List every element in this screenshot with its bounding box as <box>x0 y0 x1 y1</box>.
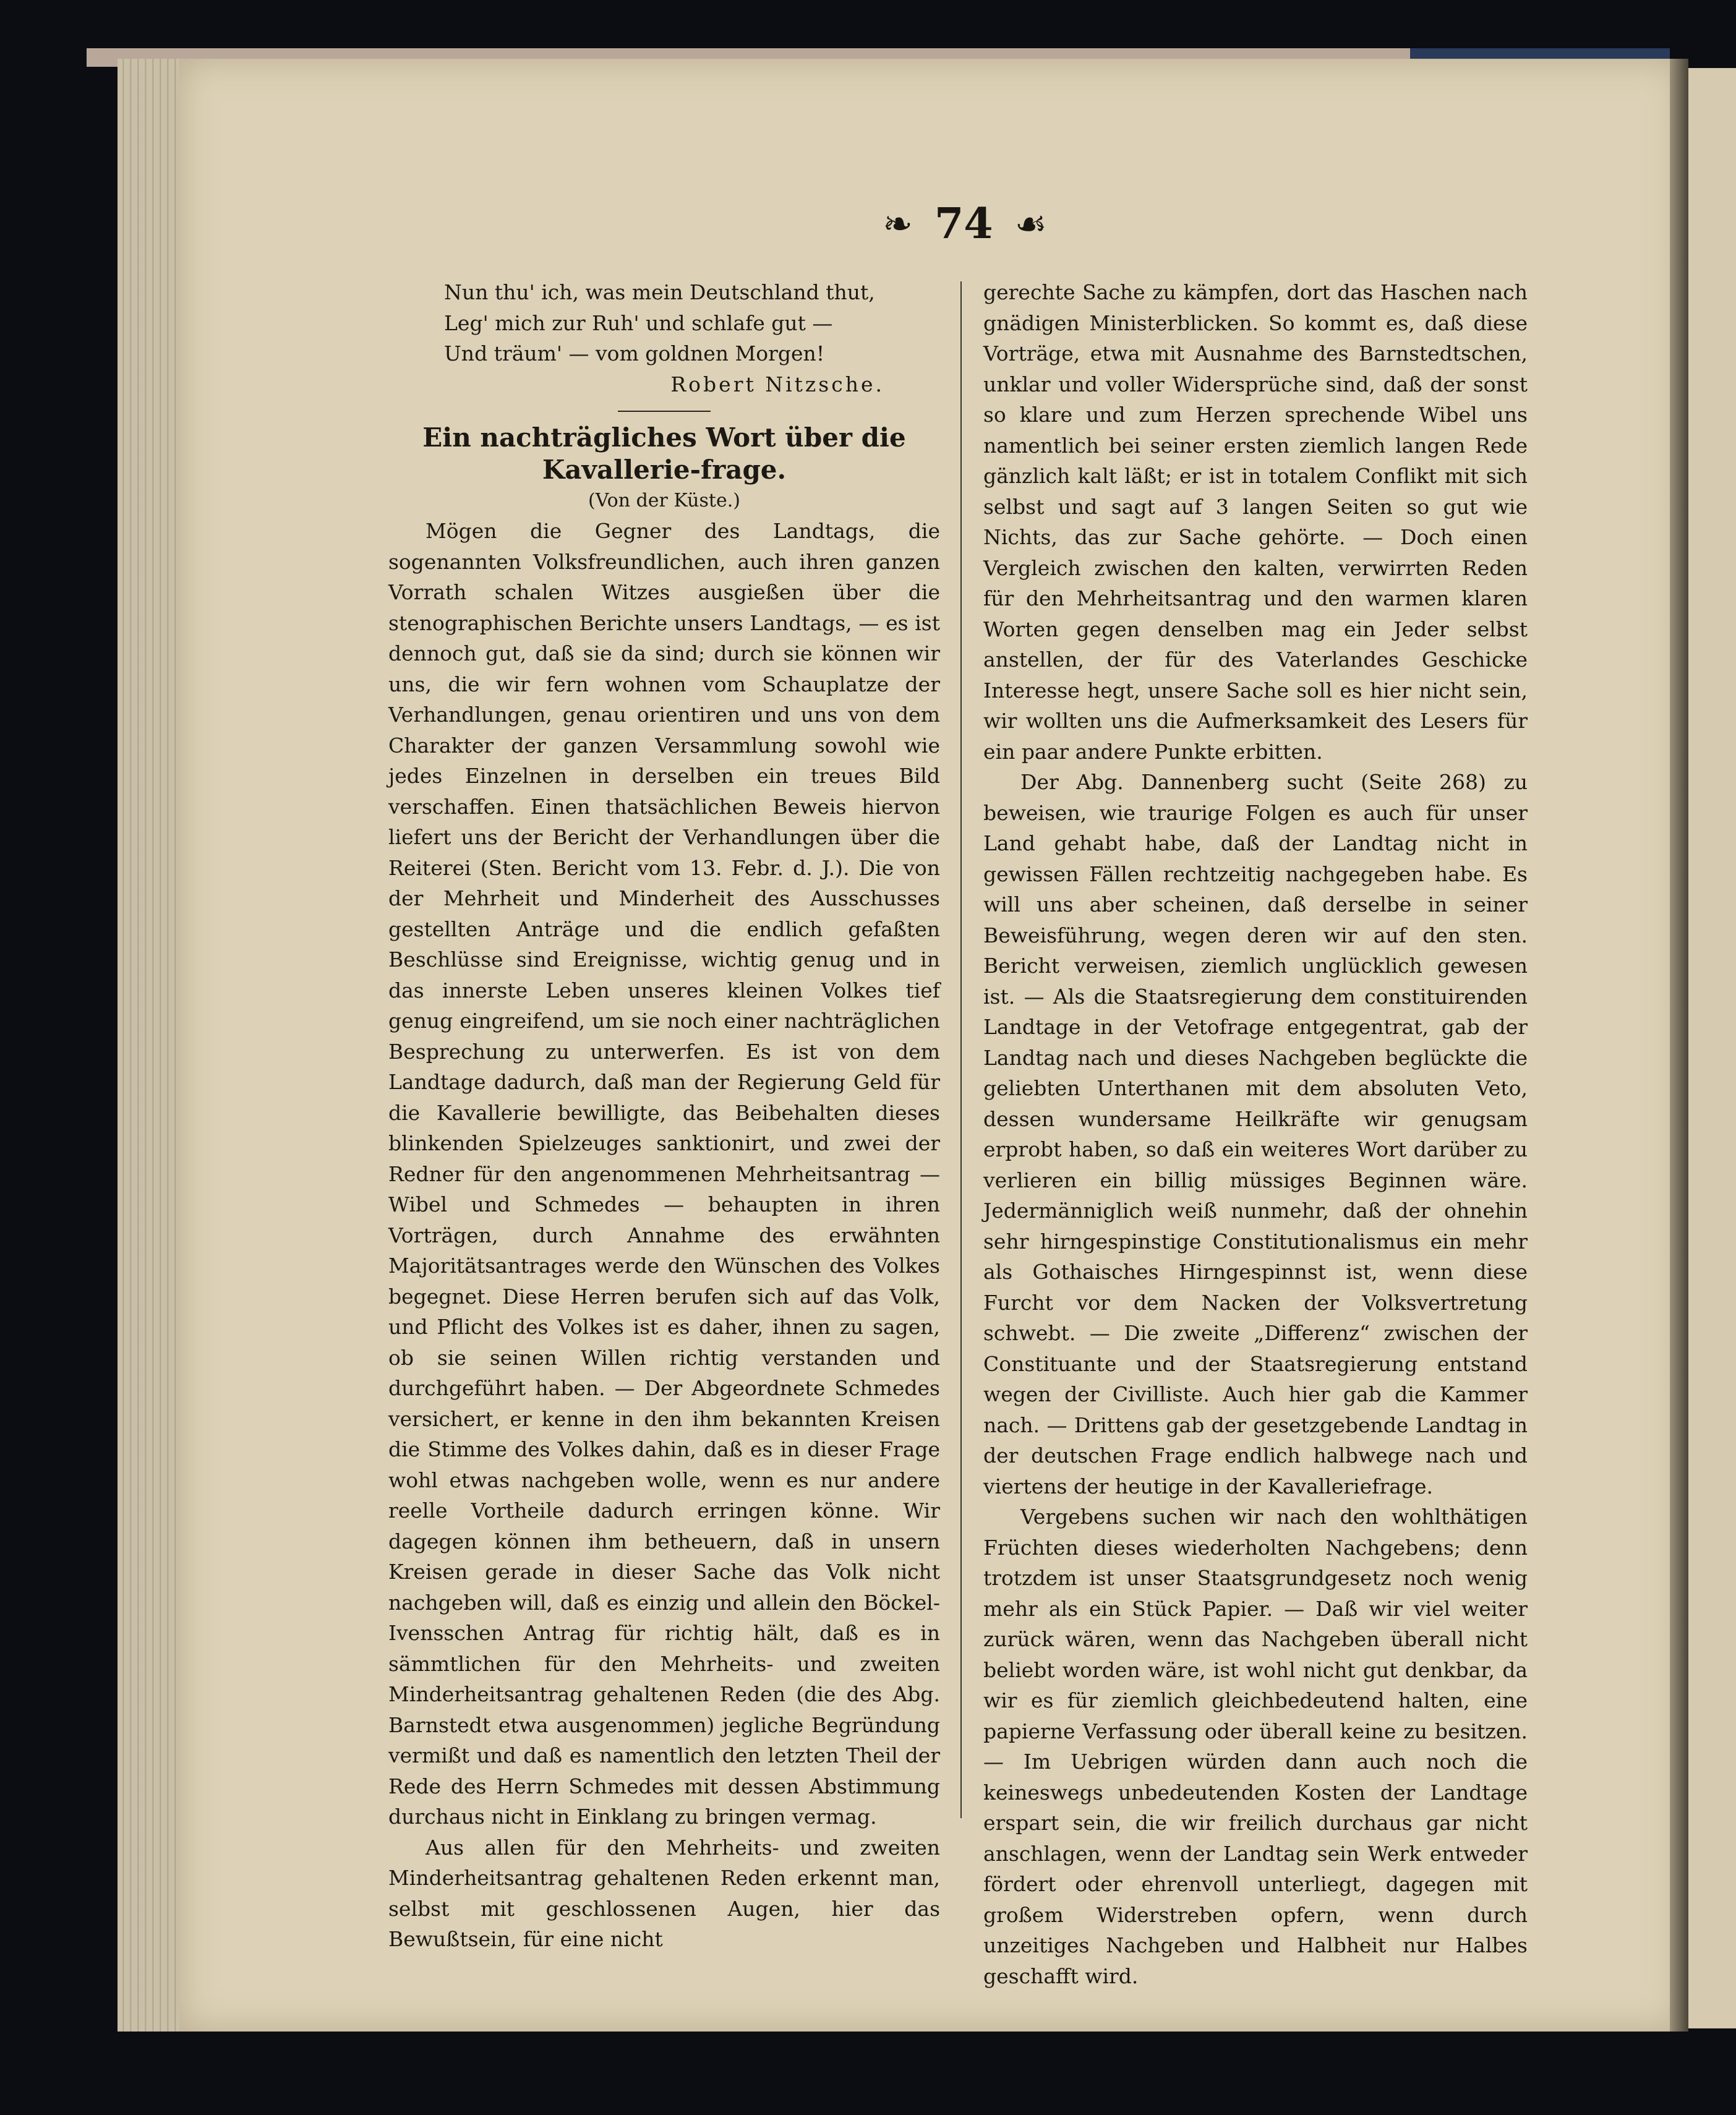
article-paragraph: Vergebens suchen wir nach den wohlthätigen Früchten dieses wiederholten Nachgebens; denn trotzdem ist unser Staatsgrundgesetz noch wenig mehr als ein Stück Papier. — Daß wir viel weiter zurück wären, wenn das Nachgeben überall nicht beliebt worden wäre, ist wohl nicht gut denkbar, da wir es für ziemlich gleichbedeutend halten, eine papierne Verfassung oder überall keine zu besitzen. — Im Uebrigen würden dann auch noch die keineswegs unbedeutenden Kosten der Landtage erspart sein, die wir freilich durchaus gar nicht anschlagen, wenn der Landtag sein Werk entweder fördert oder ehrenvoll unterliegt, dagegen mit großem Widerstreben opfern, wenn durch unzeitiges Nachgeben und Halbheit nur Halbes geschafft wird. <box>983 1505 1528 1988</box>
right-column <box>983 277 1528 1991</box>
article-paragraph: gerechte Sache zu kämpfen, dort das Haschen nach gnädigen Ministerblicken. So kommt es, daß diese Vorträge, etwa mit Ausnahme des Barnstedtschen, unklar und voller Widersprüche sind, daß der sonst so klare und zum Herzen sprechende Wibel uns namentlich bei seiner ersten ziemlich langen Rede gänzlich kalt läßt; er ist in totalem Conflikt mit sich selbst und sagt auf 3 langen Seiten so gut wie Nichts, das zur Sache gehörte. — Doch einen Vergleich zwischen den kalten, verwirrten Reden für den Mehrheitsantrag und den warmen klaren Worten gegen denselben mag ein Jeder selbst anstellen, der für des Vaterlandes Geschicke Interesse hegt, unsere Sache soll es hier nicht sein, wir wollten uns die Aufmerksamkeit des Lesers für ein paar andere Punkte erbitten. <box>983 280 1528 764</box>
article-paragraph: Der Abg. Dannenberg sucht (Seite 268) zu beweisen, wie traurige Folgen es auch für unser Land gehabt habe, daß der Landtag nicht in gewissen Fällen rechtzeitig nachgegeben habe. Es will uns aber scheinen, daß derselbe in seiner Beweisführung, wegen deren wir auf den sten. Bericht verweisen, ziemlich unglücklich gewesen ist. — Als die Staatsregierung dem constituirenden Landtage in der Vetofrage entgegentrat, gab der Landtag nach und dieses Nachgeben beglückte die geliebten Unterthanen mit dem absoluten Veto, dessen wundersame Heilkräfte wir genugsam erprobt haben, so daß ein weiteres Wort darüber zu verlieren ein billig müssiges Beginnen wäre. Jedermänniglich weiß nunmehr, daß der ohnehin sehr hirngespinstige Constitutionalismus ein mehr als Gothaisches Hirngespinnst ist, wenn diese Furcht vor dem Nacken der Volksvertretung schwebt. — Die zweite „Differenz“ zwischen der Constituante und der Staatsregierung entstand wegen der Civilliste. Auch hier gab die Kammer nach. — Drittens gab der gesetzgebende Landtag in der deutschen Frage endlich halbwege nach und viertens der heutige in der Kavalleriefrage. <box>983 770 1528 1498</box>
article-paragraph: Aus allen für den Mehrheits- und zweiten Minderheitsantrag gehaltenen Reden erkennt man, selbst mit geschlossenen Augen, hier das Bewußtsein, für eine nicht <box>388 1835 940 1951</box>
article-source: (Von der Küste.) <box>588 490 740 511</box>
left-column <box>388 277 940 1955</box>
facing-page-strip <box>1688 68 1736 2028</box>
poem-author: Robert Nitzsche. <box>670 372 884 396</box>
poem-line: Und träum' — vom goldnen Morgen! <box>444 341 825 365</box>
ornament-right-icon: ☙ <box>1014 203 1047 245</box>
poem <box>388 277 940 400</box>
column-divider <box>960 281 962 1818</box>
article-paragraph: Mögen die Gegner des Landtags, die sogenannten Volksfreundlichen, auch ihren ganzen Vorrath schalen Witzes ausgießen über die stenographischen Berichte unsers Landtags, — es ist dennoch gut, daß sie da sind; durch sie können wir uns, die wir fern wohnen vom Schauplatze der Verhandlungen, genau orientiren und uns von dem Charakter der ganzen Versammlung sowohl wie jedes Einzelnen in derselben ein treues Bild verschaffen. Einen thatsächlichen Beweis hiervon liefert uns der Bericht der Verhandlungen über die Reiterei (Sten. Bericht vom 13. Febr. d. J.). Die von der Mehrheit und Minderheit des Ausschusses gestellten Anträge und die endlich gefaßten Beschlüsse sind Ereignisse, wichtig genug und in das innerste Leben unseres kleinen Volkes tief genug eingreifend, um sie noch einer nachträglichen Besprechung zu unterwerfen. Es ist von dem Landtage dadurch, daß man der Regierung Geld für die Kavallerie bewilligte, das Beibehalten dieses blinkenden Spielzeuges sanktionirt, und zwei der Redner für den angenommenen Mehrheitsantrag — Wibel und Schmedes — behaupten in ihren Vorträgen, durch Annahme des erwähnten Majoritätsantrages werde den Wünschen des Volkes begegnet. Diese Herren berufen sich auf das Volk, und Pflicht des Volkes ist es daher, ihnen zu sagen, ob sie seinen Willen richtig verstanden und durchgeführt haben. — Der Abgeordnete Schmedes versichert, er kenne in den ihm bekannten Kreisen die Stimme des Volkes dahin, daß es in dieser Frage wohl etwas nachgeben wolle, wenn es nur andere reelle Vortheile dadurch erringen könne. Wir dagegen können ihm betheuern, daß in unsern Kreisen gerade in dieser Sache das Volk nicht nachgeben will, daß es einzig und allein den Böckel-Ivensschen Antrag für richtig hält, daß es in sämmtlichen für den Mehrheits- und zweiten Minderheitsantrag gehaltenen Reden (die des Abg. Barnstedt etwa ausgenommen) jegliche Begründung vermißt und daß es namentlich den letzten Theil der Rede des Herrn Schmedes mit dessen Abstimmung durchaus nicht in Einklang zu bringen vermag. <box>388 519 940 1829</box>
section-divider <box>618 411 711 412</box>
page-header <box>835 199 1095 255</box>
article-title: Ein nachträgliches Wort über die Kavallerie-frage. <box>422 422 906 485</box>
page-number: 74 <box>934 199 993 249</box>
ornament-left-icon: ❧ <box>883 203 913 245</box>
poem-line: Leg' mich zur Ruh' und schlafe gut — <box>444 310 833 335</box>
book-gutter <box>1670 59 1688 2032</box>
poem-line: Nun thu' ich, was mein Deutschland thut, <box>444 280 875 304</box>
